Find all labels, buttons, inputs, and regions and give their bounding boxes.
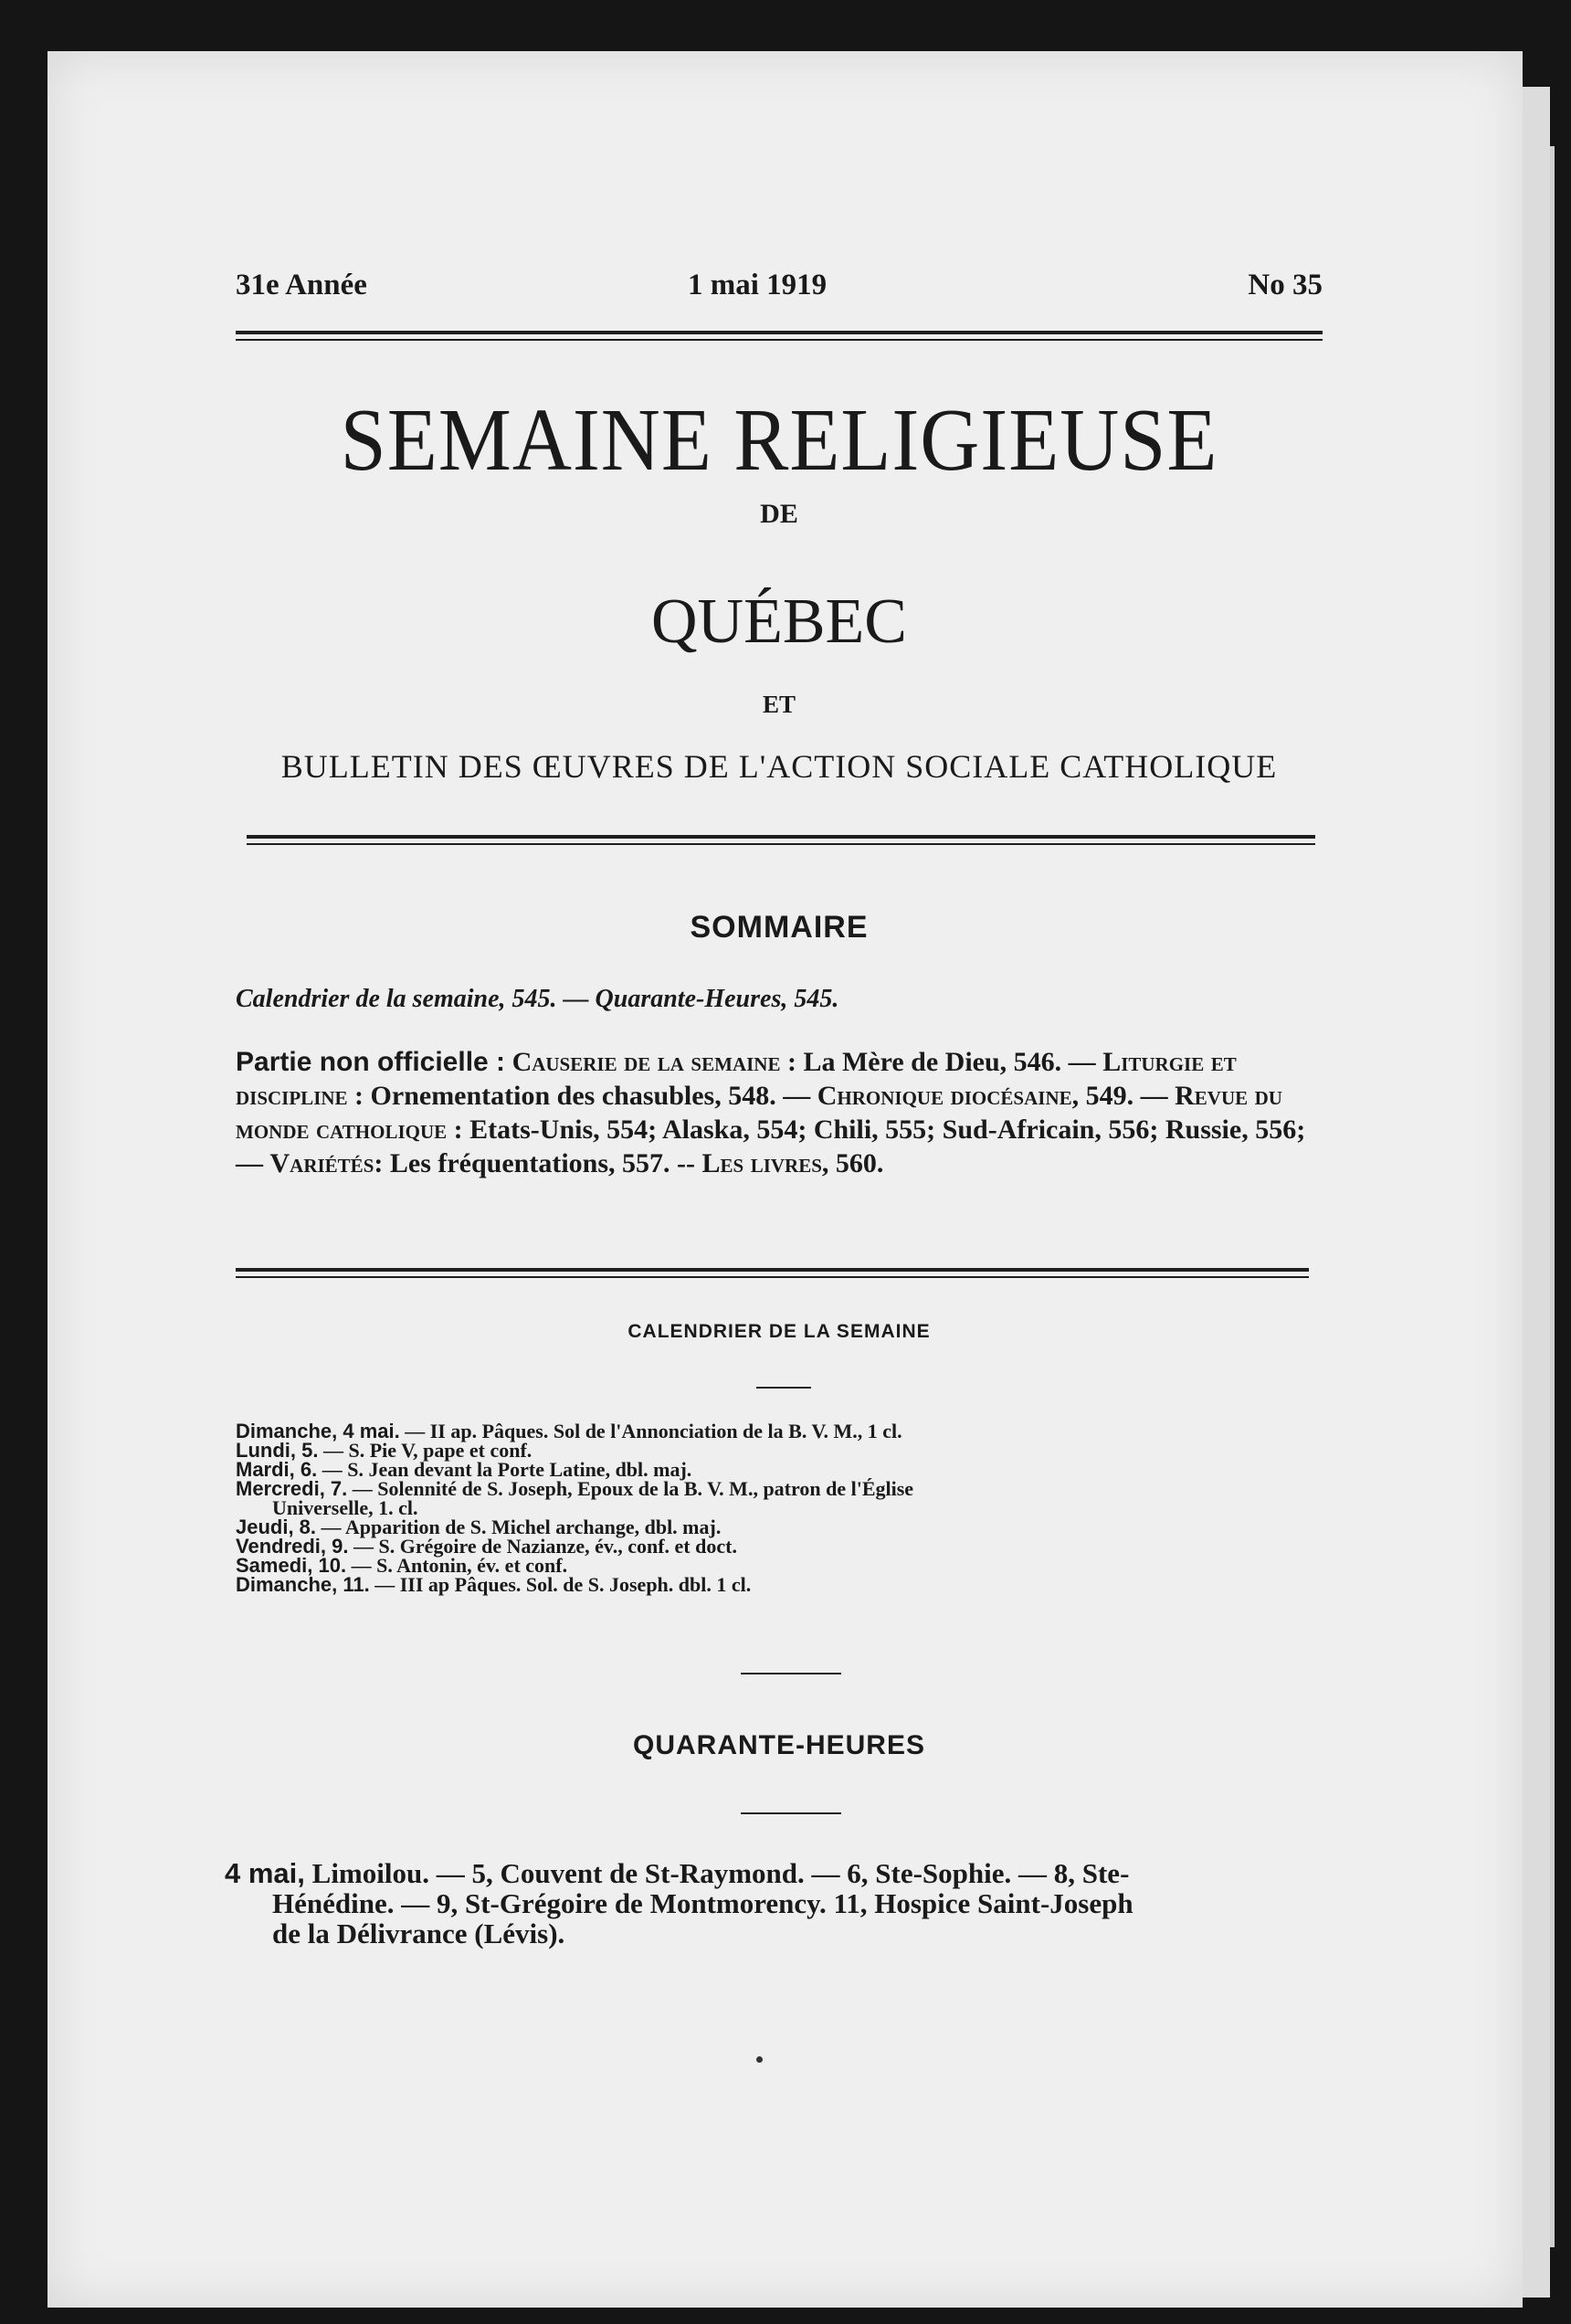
calendrier-row [236,1517,1350,1537]
partie-item-text: : Ornementation des chasubles, 548. — [347,1081,817,1111]
partie-item-text: , 549. — [1071,1081,1176,1111]
calendrier-row [236,1537,1350,1556]
quarante-heures-line: de la Délivrance (Lévis). [272,1917,565,1949]
partie-item-text: : Les fréquentations, 557. -- [374,1148,702,1178]
calendrier-heading: CALENDRIER DE LA SEMAINE [627,1321,931,1342]
calendrier-end-rule [741,1673,841,1674]
issue-number: No 35 [1248,269,1323,301]
quarante-heures-heading: QUARANTE-HEURES [632,1730,925,1760]
calendrier-text: — II ap. Pâques. Sol de l'Annonciation de la B. V. M., 1 cl. [399,1420,902,1442]
calendrier-day: Vendredi, 9. [236,1535,349,1558]
partie-item-title: Variétés [269,1148,374,1178]
calendrier-day: Dimanche, 11. [236,1573,370,1596]
calendrier-row [236,1575,1350,1594]
calendrier-row [236,1441,1350,1460]
masthead-de: DE [760,499,798,529]
calendrier-rule [756,1387,811,1389]
calendrier-text: — Apparition de S. Michel archange, dbl. maj. [316,1516,722,1538]
sommaire-partie [236,1045,1323,1180]
document-page [47,51,1523,2308]
calendrier-day: Dimanche, 4 mai. [236,1420,400,1442]
calendrier-day: Lundi, 5. [236,1439,319,1462]
calendrier-text: — Solennité de S. Joseph, Epoux de la B. V. M., patron de l'Église [347,1477,914,1500]
calendrier-day: Jeudi, 8. [236,1516,317,1538]
partie-item-text: : Etats-Unis, 554; Alaska, 554; Chili, 555; Sud-Africain, 556; Russie, 556; — [236,1114,1306,1178]
masthead-bulletin: BULLETIN DES ŒUVRES DE L'ACTION SOCIALE CATHOLIQUE [280,748,1278,785]
sommaire-line: Calendrier de la semaine, 545. — Quarante-Heures, 545. [236,985,839,1013]
quarante-heures-line: Hénédine. — 9, St-Grégoire de Montmorency. 11, Hospice Saint-Joseph [272,1887,1133,1919]
page-speck [756,2056,763,2063]
sommaire-heading: SOMMAIRE [690,910,869,945]
masthead-et: ET [762,691,796,718]
issue-year: 31e Année [236,269,367,301]
calendrier-day: Mardi, 6. [236,1458,318,1481]
calendrier-day: Mercredi, 7. [236,1477,348,1500]
partie-item-text: : La Mère de Dieu, 546. — [780,1047,1103,1077]
calendrier-row [236,1479,1350,1498]
calendrier-row [236,1460,1350,1479]
calendrier-day: Samedi, 10. [236,1554,347,1577]
calendrier-row [236,1498,1350,1517]
calendrier-text: — S. Antonin, év. et conf. [346,1554,568,1577]
masthead-city: QUÉBEC [651,586,907,657]
calendrier-text: — S. Pie V, pape et conf. [318,1439,532,1462]
calendrier-list [236,1421,1350,1594]
quarante-heures-rule [741,1812,841,1814]
header-rule [236,331,1323,341]
calendrier-text: — S. Grégoire de Nazianze, év., conf. et doct. [348,1535,737,1558]
partie-item-title: Les livres [701,1148,822,1178]
sommaire-rule [236,1268,1309,1278]
partie-item-title: Liturgie et discipline [236,1047,1237,1111]
calendrier-row [236,1421,1350,1441]
calendrier-text: Universelle, 1. cl. [272,1496,418,1519]
masthead-title: SEMAINE RELIGIEUSE [340,391,1218,490]
quarante-heures-line: Limoilou. — 5, Couvent de St-Raymond. — 6, Ste-Sophie. — 8, Ste- [304,1857,1130,1889]
quarante-heures-text [225,1858,1325,1949]
partie-item-title: Revue du monde catholique [236,1081,1282,1145]
calendrier-text: — III ap Pâques. Sol. de S. Joseph. dbl. 1 cl. [369,1573,752,1596]
calendrier-text: — S. Jean devant la Porte Latine, dbl. maj. [317,1458,692,1481]
partie-lead: Partie non officielle : [236,1047,506,1077]
partie-item-text: , 560. [821,1148,884,1178]
masthead-rule [247,835,1315,845]
partie-item-title: Causerie de la semaine [511,1047,781,1077]
quarante-heures-lead: 4 mai, [225,1857,305,1889]
calendrier-row [236,1556,1350,1575]
issue-date: 1 mai 1919 [688,269,828,301]
partie-item-title: Chronique diocésaine [817,1081,1072,1111]
